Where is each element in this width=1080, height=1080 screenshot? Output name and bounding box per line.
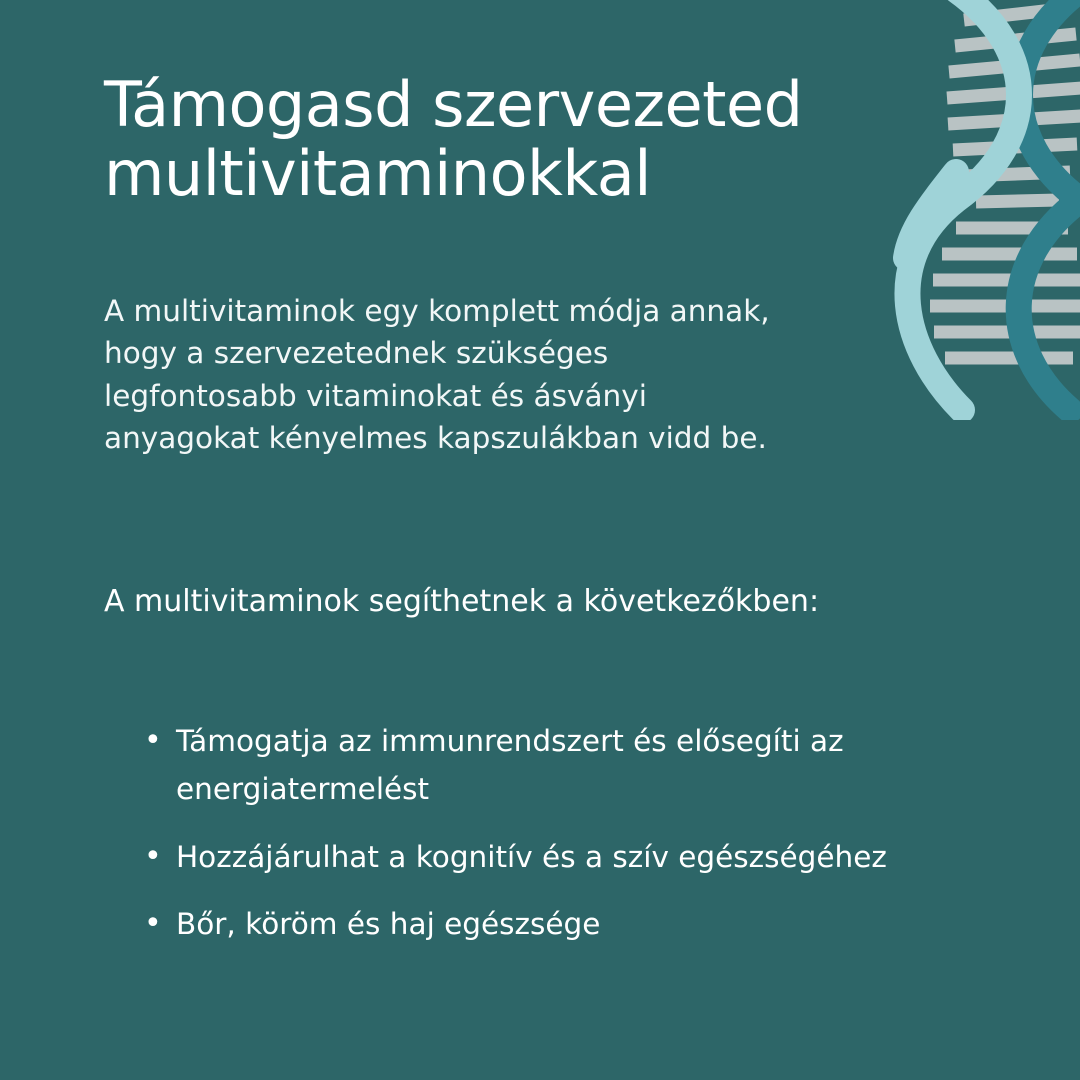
list-item: • Hozzájárulhat a kognitív és a szív egészségéhez [138,834,928,882]
intro-paragraph: A multivitaminok egy komplett módja annak, hogy a szervezetednek szükséges legfontosabb vitaminokat és ásványi anyagokat kényelmes kapszulákban vidd be. [104,294,770,456]
page-title: Támogasd szervezeted multivitaminokkal [104,68,803,211]
list-item: • Bőr, köröm és haj egészsége [138,901,928,949]
list-item: • Támogatja az immunrendszert és elősegíti az energiatermelést [138,718,928,814]
benefits-lead-text: A multivitaminok segíthetnek a következőkben: [104,584,820,619]
benefits-list [138,718,928,969]
poster-content [104,0,984,1080]
